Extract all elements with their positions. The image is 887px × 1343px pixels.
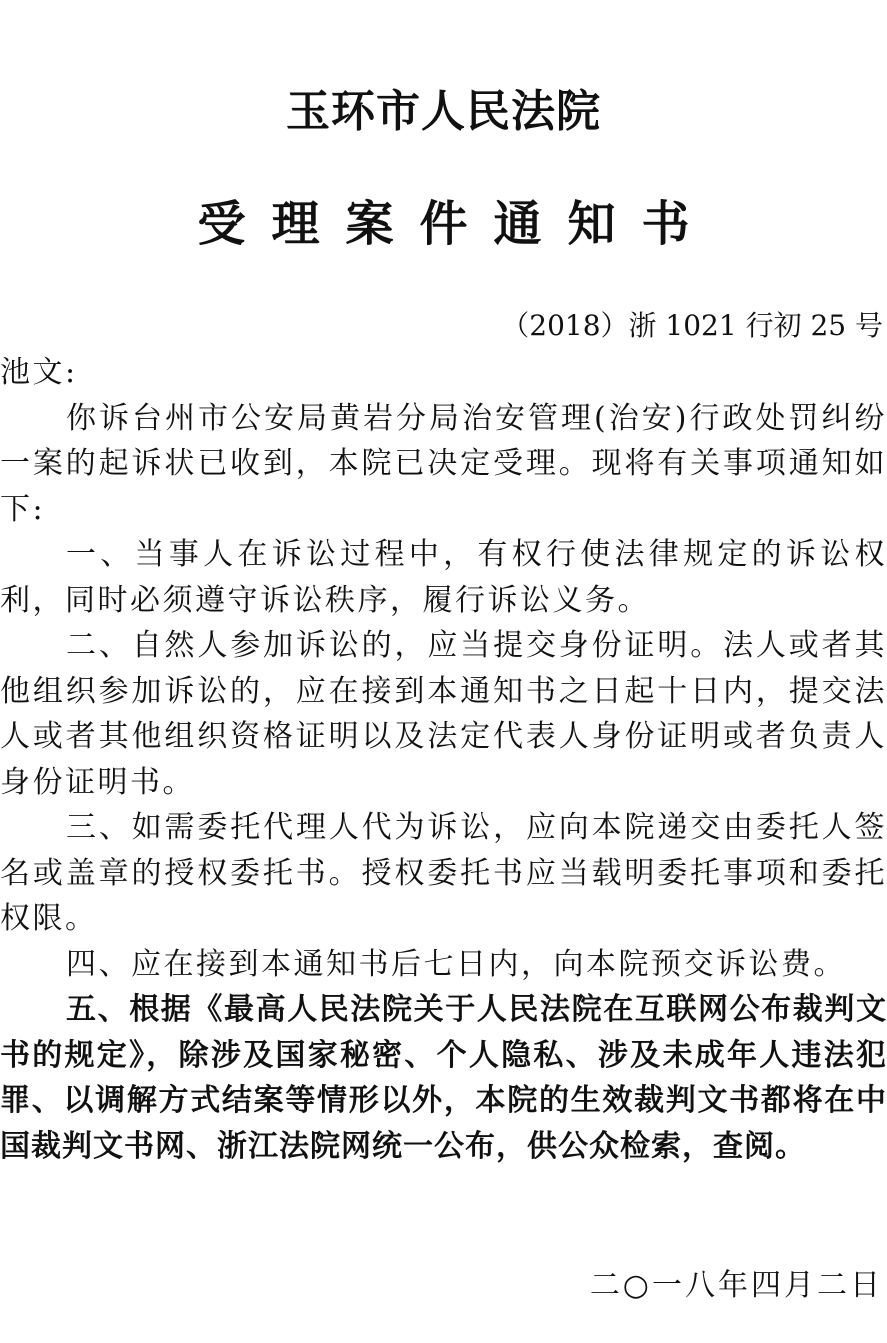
notice-item-4: 四、应在接到本通知书后七日内，向本院预交诉讼费。	[66, 946, 846, 982]
issue-date: 二○一八年四月二日	[589, 1268, 883, 1303]
notice-item-5: 五、根据《最高人民法院关于人民法院在互联网公布裁判文书的规定》，除涉及国家秘密、个人隐私、涉及未成年人违法犯罪、以调解方式结案等情形以外，本院的生效裁判文书都将在中国裁判文书网、浙江法院网统一公布，供公众检索，查阅。	[0, 992, 887, 1164]
notice-item-3: 三、如需委托代理人代为诉讼，应向本院递交由委托人签名或盖章的授权委托书。授权委托书应当载明委托事项和委托权限。	[0, 810, 887, 936]
court-name: 玉环市人民法院	[286, 86, 601, 137]
notice-body	[0, 350, 887, 1169]
case-number: （2018）浙 1021 行初 25 号	[501, 309, 883, 342]
notice-item-2: 二、自然人参加诉讼的，应当提交身份证明。法人或者其他组织参加诉讼的，应在接到本通知书之日起十日内，提交法人或者其他组织资格证明以及法定代表人身份证明或者负责人身份证明书。	[0, 628, 887, 800]
addressee: 池文:	[0, 355, 78, 390]
notice-item-1: 一、当事人在诉讼过程中，有权行使法律规定的诉讼权利，同时必须遵守诉讼秩序，履行诉讼义务。	[0, 537, 887, 618]
intro-paragraph: 你诉台州市公安局黄岩分局治安管理(治安)行政处罚纠纷一案的起诉状已收到，本院已决定受理。现将有关事项通知如下:	[0, 400, 887, 527]
document-title: 受理案件通知书	[197, 196, 716, 252]
